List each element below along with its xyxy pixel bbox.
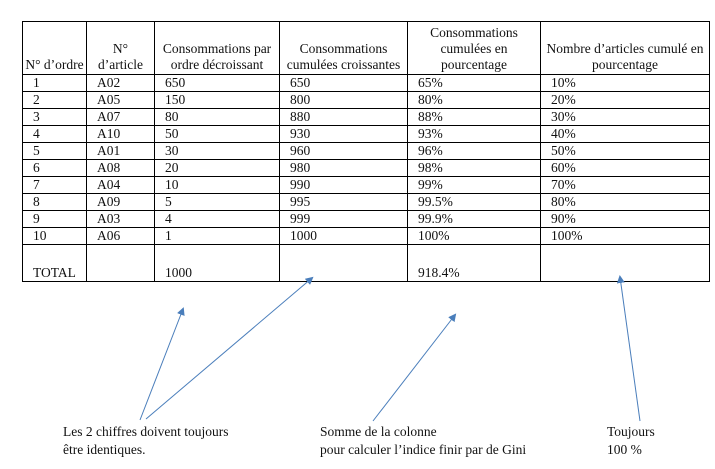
table-cell: 6 <box>23 160 87 177</box>
note-identical <box>63 423 228 459</box>
note-line: être identiques. <box>63 442 146 457</box>
total-cell: 1000 <box>155 245 280 282</box>
arrow-to-100-percent <box>620 277 640 421</box>
table-cell: 800 <box>280 92 408 109</box>
note-line: Les 2 chiffres doivent toujours <box>63 424 229 439</box>
table-cell: 99% <box>408 177 541 194</box>
header-cell: Nombre d’articles cumulé en pourcentage <box>541 22 710 75</box>
table-cell: 3 <box>23 109 87 126</box>
arrow-to-cumulative <box>146 278 312 419</box>
table-cell: A10 <box>87 126 155 143</box>
table-cell: A04 <box>87 177 155 194</box>
table-cell: A09 <box>87 194 155 211</box>
header-cell: Consommations cumulées croissantes <box>280 22 408 75</box>
table-cell: 70% <box>541 177 710 194</box>
table-cell: 4 <box>155 211 280 228</box>
note-always-100 <box>607 423 655 459</box>
table-cell: 150 <box>155 92 280 109</box>
table-cell: 50% <box>541 143 710 160</box>
table-cell: A01 <box>87 143 155 160</box>
table-cell: 10% <box>541 75 710 92</box>
note-gini <box>320 423 526 459</box>
table-cell: 90% <box>541 211 710 228</box>
table-cell: 96% <box>408 143 541 160</box>
table-cell: 960 <box>280 143 408 160</box>
table-cell: 880 <box>280 109 408 126</box>
table-cell: A07 <box>87 109 155 126</box>
table-cell: A06 <box>87 228 155 245</box>
table-cell: 98% <box>408 160 541 177</box>
header-cell: N° d’ordre <box>23 22 87 75</box>
table-cell: 100% <box>408 228 541 245</box>
table-cell: 80% <box>408 92 541 109</box>
table-cell: 65% <box>408 75 541 92</box>
table-cell: 1 <box>155 228 280 245</box>
table-cell: 20% <box>541 92 710 109</box>
table-cell: 999 <box>280 211 408 228</box>
table-cell: 100% <box>541 228 710 245</box>
table-cell: 5 <box>23 143 87 160</box>
table-cell: 80 <box>155 109 280 126</box>
header-cell: Consommations cumulées en pourcentage <box>408 22 541 75</box>
header-cell: N° d’article <box>87 22 155 75</box>
table-cell: 650 <box>280 75 408 92</box>
table-cell: 4 <box>23 126 87 143</box>
note-line: 100 % <box>607 442 642 457</box>
table-cell: 7 <box>23 177 87 194</box>
table-cell: A02 <box>87 75 155 92</box>
table-cell: 1 <box>23 75 87 92</box>
total-cell: 918.4% <box>408 245 541 282</box>
header-cell: Consommations par ordre décroissant <box>155 22 280 75</box>
table-cell: A03 <box>87 211 155 228</box>
table-cell: 2 <box>23 92 87 109</box>
note-line: pour calculer l’indice finir par de Gini <box>320 442 527 457</box>
table-cell: 88% <box>408 109 541 126</box>
table-cell: 10 <box>155 177 280 194</box>
table-cell: 80% <box>541 194 710 211</box>
table-cell: A05 <box>87 92 155 109</box>
note-line: Toujours <box>607 424 655 439</box>
table-cell: 10 <box>23 228 87 245</box>
table-cell: 990 <box>280 177 408 194</box>
table-cell: 995 <box>280 194 408 211</box>
table-cell: 930 <box>280 126 408 143</box>
table-cell: 40% <box>541 126 710 143</box>
table-cell: A08 <box>87 160 155 177</box>
table-cell: 980 <box>280 160 408 177</box>
table-cell: 30% <box>541 109 710 126</box>
table-cell: 650 <box>155 75 280 92</box>
table-cell: 9 <box>23 211 87 228</box>
table-cell: 99.5% <box>408 194 541 211</box>
table-cell: 8 <box>23 194 87 211</box>
arrow-to-total <box>140 309 183 420</box>
table-cell: 93% <box>408 126 541 143</box>
arrow-to-percent-sum <box>373 315 455 421</box>
total-cell: TOTAL <box>23 245 87 282</box>
table-cell: 60% <box>541 160 710 177</box>
table-cell: 1000 <box>280 228 408 245</box>
table-cell: 30 <box>155 143 280 160</box>
table-cell: 99.9% <box>408 211 541 228</box>
table-cell: 20 <box>155 160 280 177</box>
table-cell: 50 <box>155 126 280 143</box>
note-line: Somme de la colonne <box>320 424 437 439</box>
table-cell: 5 <box>155 194 280 211</box>
